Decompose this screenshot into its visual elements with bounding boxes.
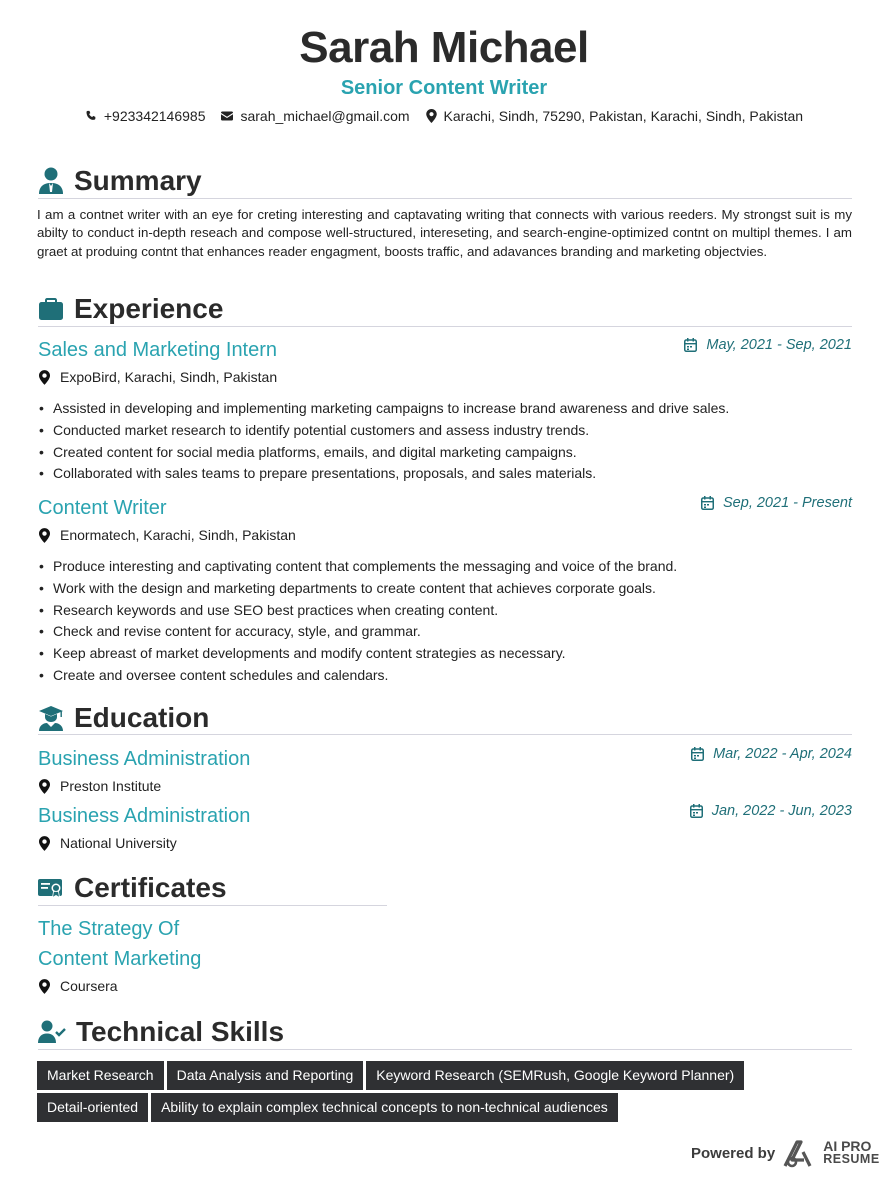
degree-title: Business Administration (38, 748, 251, 770)
map-pin-icon (39, 779, 50, 794)
list-item: • Assisted in developing and implementing marketing campaigns to increase brand awareness and drive sales. (38, 398, 729, 420)
powered-by-label: Powered by (691, 1144, 776, 1162)
certificates-divider (38, 905, 387, 906)
list-item: • Produce interesting and captivating content that complements the messaging and voice of the brand. (38, 556, 677, 578)
contact-location (426, 106, 804, 126)
map-pin-icon (39, 370, 50, 385)
email-text: sarah_michael@gmail.com (240, 108, 410, 124)
skills-row-1 (37, 1061, 747, 1090)
skills-title: Technical Skills (76, 1016, 285, 1047)
calendar-icon (684, 338, 697, 352)
job-date-text: May, 2021 - Sep, 2021 (706, 337, 852, 353)
experience-heading (38, 293, 223, 325)
education-divider (38, 734, 852, 735)
certificate-title-line1: The Strategy Of (38, 918, 180, 940)
job-title: Sales and Marketing Intern (38, 339, 278, 361)
certificate-issuer-text: Coursera (60, 978, 118, 994)
list-item: • Create and oversee content schedules and calendars. (38, 665, 677, 687)
map-pin-icon (39, 979, 50, 994)
calendar-icon (691, 747, 704, 761)
experience-title: Experience (74, 293, 224, 324)
education-date (690, 802, 852, 820)
certificates-heading (38, 872, 227, 904)
envelope-icon (221, 111, 233, 121)
skills-row-2 (37, 1093, 621, 1122)
contact-phone (85, 106, 206, 126)
candidate-name: Sarah Michael (299, 23, 589, 72)
skill-chip: Ability to explain complex technical concepts to non-technical audiences (151, 1093, 618, 1122)
school-location (38, 834, 177, 852)
list-item: • Research keywords and use SEO best practices when creating content. (38, 600, 677, 622)
summary-divider (38, 198, 852, 199)
job-location-text: Enormatech, Karachi, Sindh, Pakistan (60, 527, 296, 543)
summary-text: I am a contnet writer with an eye for creting interesting and captavating writing that connects with various reeders. My strongst suit is my abilty to conduct in-depth reseach and compose well-structured, intereseting, and search-engine-optimized contnt on multipl themes. I am graet at produing contnt that enhances reader engagment, boosts traffic, and adavances branding and marketing objectvies. (37, 207, 852, 259)
user-check-icon (38, 1020, 66, 1044)
education-date-text: Mar, 2022 - Apr, 2024 (713, 746, 852, 762)
list-item: • Work with the design and marketing departments to create content that achieves corporate goals. (38, 578, 677, 600)
user-tie-icon (38, 167, 64, 195)
skills-divider (38, 1049, 852, 1050)
experience-divider (38, 326, 852, 327)
contact-email (221, 106, 409, 126)
education-date-text: Jan, 2022 - Jun, 2023 (711, 803, 852, 819)
school-location (38, 777, 161, 795)
briefcase-icon (38, 297, 64, 321)
job-location (38, 526, 296, 544)
certificate-issuer (38, 977, 118, 995)
certificate-title-line2: Content Marketing (38, 948, 202, 970)
job-location-text: ExpoBird, Karachi, Sindh, Pakistan (60, 369, 278, 385)
certificates-title: Certificates (74, 872, 227, 903)
job-title: Content Writer (38, 497, 167, 519)
phone-text: +923342146985 (103, 108, 206, 124)
location-text: Karachi, Sindh, 75290, Pakistan, Karachi, Sindh, Pakistan (443, 108, 804, 124)
job-role: Senior Content Writer (340, 77, 548, 99)
graduate-icon (38, 705, 64, 731)
summary-heading (38, 165, 202, 197)
education-date (691, 745, 852, 763)
map-pin-icon (426, 109, 437, 123)
job-date-text: Sep, 2021 - Present (723, 495, 852, 511)
contact-bar (0, 106, 888, 126)
job-bullets (38, 398, 729, 485)
calendar-icon (690, 804, 703, 818)
list-item: • Conducted market research to identify potential customers and assess industry trends. (38, 420, 729, 442)
school-name: National University (60, 835, 177, 851)
degree-title: Business Administration (38, 805, 251, 827)
job-date (684, 336, 852, 354)
map-pin-icon (39, 528, 50, 543)
certificate-icon (38, 877, 64, 899)
brand-line2: RESUME (823, 1152, 880, 1166)
skill-chip: Market Research (37, 1061, 164, 1090)
skill-chip: Detail-oriented (37, 1093, 148, 1122)
skill-chip: Data Analysis and Reporting (167, 1061, 364, 1090)
brand-wordmark (823, 1140, 879, 1166)
job-date (701, 494, 852, 512)
education-heading (38, 702, 209, 734)
list-item: • Created content for social media platforms, emails, and digital marketing campaigns. (38, 442, 729, 464)
phone-icon (85, 110, 97, 122)
list-item: • Check and revise content for accuracy, style, and grammar. (38, 621, 677, 643)
skill-chip: Keyword Research (SEMRush, Google Keyword Planner) (366, 1061, 744, 1090)
list-item: • Collaborated with sales teams to prepare presentations, proposals, and sales materials. (38, 463, 729, 485)
education-title: Education (74, 702, 210, 733)
job-bullets (38, 556, 677, 687)
job-location (38, 368, 277, 386)
brand-line1: AI PRO (823, 1138, 872, 1154)
ai-pro-resume-logo-icon (783, 1138, 819, 1168)
skills-heading (38, 1016, 284, 1048)
school-name: Preston Institute (60, 778, 162, 794)
powered-by-footer (691, 1138, 880, 1168)
calendar-icon (701, 496, 714, 510)
map-pin-icon (39, 836, 50, 851)
list-item: • Keep abreast of market developments and modify content strategies as necessary. (38, 643, 677, 665)
summary-title: Summary (74, 165, 202, 196)
